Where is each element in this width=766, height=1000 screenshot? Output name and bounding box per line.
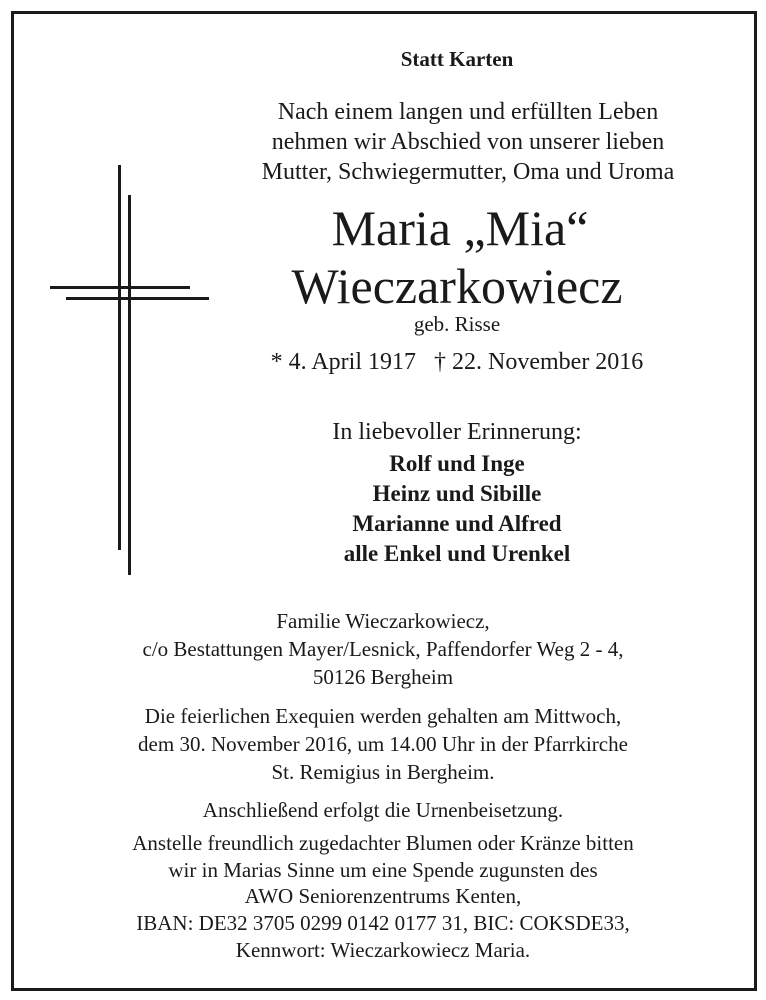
donation-line: Anstelle freundlich zugedachter Blumen oder Kränze bitten	[132, 831, 634, 855]
address-line: 50126 Bergheim	[312, 665, 454, 689]
service-line: St. Remigius in Bergheim.	[271, 760, 495, 784]
address-line: Familie Wieczarkowiecz,	[276, 609, 490, 633]
deceased-name-line2: Wieczarkowiecz	[291, 258, 623, 314]
donation-line: wir in Marias Sinne um eine Spende zugunsten des	[168, 858, 598, 882]
header-statt-karten: Statt Karten	[400, 47, 514, 71]
mourner-name: alle Enkel und Urenkel	[343, 541, 571, 566]
mourner-name: Marianne und Alfred	[352, 511, 562, 536]
remembrance-intro: In liebevoller Erinnerung:	[332, 419, 582, 445]
mourner-name: Heinz und Sibille	[372, 481, 542, 506]
intro-line: Nach einem langen und erfüllten Leben	[277, 99, 659, 125]
life-dates: * 4. April 1917 † 22. November 2016	[270, 349, 644, 375]
donation-keyword: Kennwort: Wieczarkowiecz Maria.	[235, 938, 531, 962]
service-line: dem 30. November 2016, um 14.00 Uhr in der Pfarrkirche	[138, 732, 628, 756]
burial-note: Anschließend erfolgt die Urnenbeisetzung.	[202, 798, 564, 822]
intro-line: Mutter, Schwiegermutter, Oma und Uroma	[261, 159, 675, 185]
birth-name: geb. Risse	[413, 312, 501, 336]
intro-line: nehmen wir Abschied von unserer lieben	[271, 129, 665, 155]
service-line: Die feierlichen Exequien werden gehalten am Mittwoch,	[144, 704, 622, 728]
address-line: c/o Bestattungen Mayer/Lesnick, Paffendorfer Weg 2 - 4,	[142, 637, 624, 661]
donation-line: AWO Seniorenzentrums Kenten,	[244, 884, 522, 908]
deceased-name-line1: Maria „Mia“	[331, 200, 589, 256]
donation-bank-details: IBAN: DE32 3705 0299 0142 0177 31, BIC: COKSDE33,	[136, 911, 630, 935]
mourner-name: Rolf und Inge	[389, 451, 525, 476]
